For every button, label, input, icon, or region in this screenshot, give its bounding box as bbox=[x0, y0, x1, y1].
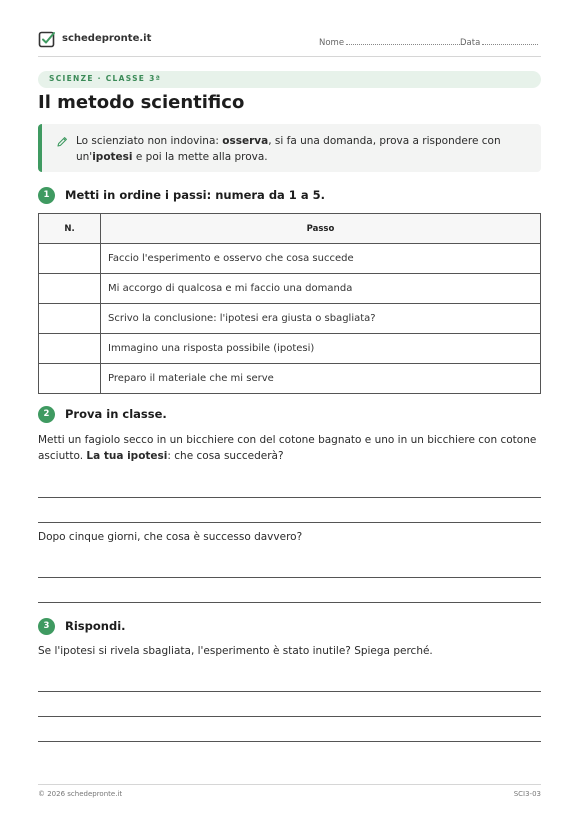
step-cell: Preparo il materiale che mi serve bbox=[101, 364, 541, 394]
number-cell[interactable] bbox=[39, 274, 101, 304]
name-field[interactable] bbox=[319, 35, 464, 48]
section-2-header bbox=[38, 406, 541, 424]
section-title: Prova in classe. bbox=[65, 407, 167, 421]
number-cell[interactable] bbox=[39, 334, 101, 364]
worksheet-page bbox=[38, 0, 541, 819]
number-cell[interactable] bbox=[39, 304, 101, 334]
footer-divider bbox=[38, 784, 541, 785]
result-question: Dopo cinque giorni, che cosa è successo davvero? bbox=[38, 531, 303, 543]
table-header-row bbox=[39, 214, 541, 244]
page-title: Il metodo scientifico bbox=[38, 92, 245, 113]
reflection-question: Se l'ipotesi si rivela sbagliata, l'esperimento è stato inutile? Spiega perché. bbox=[38, 645, 433, 657]
footer-copyright: © 2026 schedepronte.it bbox=[38, 790, 123, 798]
number-cell[interactable] bbox=[39, 244, 101, 274]
brand-name: schedepronte.it bbox=[62, 33, 152, 44]
subject-pill bbox=[38, 71, 541, 88]
section-number-badge: 3 bbox=[38, 618, 55, 635]
step-cell: Scrivo la conclusione: l'ipotesi era giusta o sbagliata? bbox=[101, 304, 541, 334]
section-title: Rispondi. bbox=[65, 619, 126, 633]
answer-line[interactable] bbox=[38, 577, 541, 578]
subject-label: SCIENZE · CLASSE 3ª bbox=[49, 74, 162, 83]
answer-line[interactable] bbox=[38, 716, 541, 717]
column-header-step: Passo bbox=[101, 214, 541, 244]
checkbox-logo-icon bbox=[38, 30, 56, 48]
step-cell: Faccio l'esperimento e osservo che cosa succede bbox=[101, 244, 541, 274]
table-row bbox=[39, 304, 541, 334]
answer-line[interactable] bbox=[38, 741, 541, 742]
page-header bbox=[38, 30, 541, 50]
table-row bbox=[39, 364, 541, 394]
section-1-header bbox=[38, 187, 541, 205]
header-divider bbox=[38, 56, 541, 57]
step-cell: Immagino una risposta possibile (ipotesi) bbox=[101, 334, 541, 364]
answer-line[interactable] bbox=[38, 602, 541, 603]
number-cell[interactable] bbox=[39, 364, 101, 394]
section-3-header bbox=[38, 618, 541, 636]
intro-note bbox=[38, 124, 541, 172]
section-number-badge: 1 bbox=[38, 187, 55, 204]
column-header-number: N. bbox=[39, 214, 101, 244]
section-title: Metti in ordine i passi: numera da 1 a 5. bbox=[65, 188, 325, 202]
section-number-badge: 2 bbox=[38, 406, 55, 423]
experiment-instructions: Metti un fagiolo secco in un bicchiere con del cotone bagnato e uno in un bicchiere con cotone asciutto. La tua ipotesi: che cosa succederà? bbox=[38, 434, 537, 462]
table-row bbox=[39, 274, 541, 304]
steps-table bbox=[38, 213, 541, 394]
date-field[interactable] bbox=[460, 35, 538, 48]
table-row bbox=[39, 334, 541, 364]
intro-note-text: Lo scienziato non indovina: osserva, si fa una domanda, prova a rispondere con un'ipotesi e poi la mette alla prova. bbox=[76, 135, 501, 163]
step-cell: Mi accorgo di qualcosa e mi faccio una domanda bbox=[101, 274, 541, 304]
answer-line[interactable] bbox=[38, 522, 541, 523]
name-label: Nome bbox=[319, 38, 345, 48]
pencil-icon bbox=[56, 136, 68, 148]
answer-line[interactable] bbox=[38, 497, 541, 498]
answer-line[interactable] bbox=[38, 691, 541, 692]
footer-code: SCI3-03 bbox=[513, 790, 541, 798]
table-row bbox=[39, 244, 541, 274]
date-label: Data bbox=[460, 38, 481, 48]
